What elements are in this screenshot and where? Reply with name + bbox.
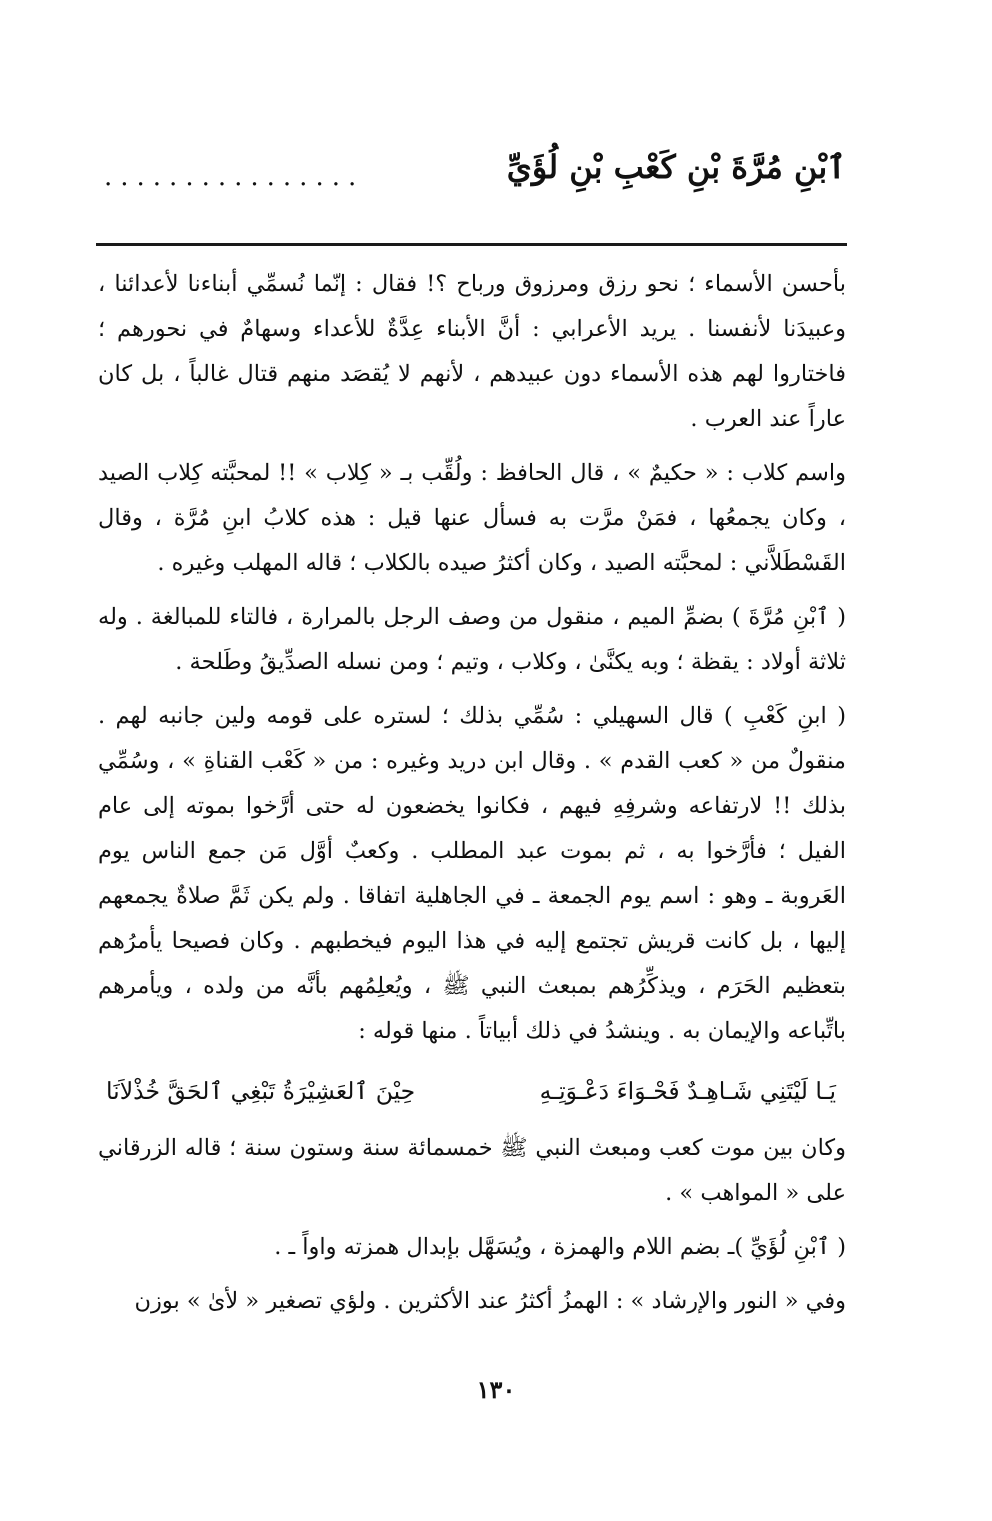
header-leader-dots: ................ [104, 162, 365, 192]
paragraph-ibn-kaab: ( ابنِ كَعْبِ ) قال السهيلي : سُمِّي بذلك ؛ لستره على قومه ولين جانبه لهم . منقولٌ من « كعب القدم » . وقال ابن دريد وغيره : من « كَعْب القناةِ » ، وسُمِّي بذلك !! لارتفاعه وشرفِهِ فيهم ، فكانوا يخضعون له حتى أرَّخوا بموته إلى عام الفيل ؛ فأرَّخوا به ، ثم بموت عبد المطلب . وكعبٌ أوَّل مَن جمع الناس يوم العَروبة ـ وهو : اسم يوم الجمعة ـ في الجاهلية اتفاقا . ولم يكن ثَمَّ صلاةٌ يجمعهم إليها ، بل كانت قريش تجتمع إليه في هذا اليوم فيخطبهم . وكان فصيحا يأمرُهم بتعظيم الحَرَم ، ويذكِّرُهم بمبعث النبي ﷺ ، ويُعلِمُهم بأنَّه من ولده ، ويأمرهم باتِّباعه والإيمان به . وينشدُ في ذلك أبياتاً . منها قوله : [98, 703, 846, 1044]
paragraph-nur-irshad: وفي « النور والإرشاد » : الهمزُ أكثرُ عند الأكثرين . ولؤي تصغير « لأىٰ » بوزن [134, 1288, 846, 1314]
running-header [96, 140, 846, 210]
paragraph-ibn-luayy: ( ٱبْنِ لُؤَيِّ )ـ بضم اللام والهمزة ، ويُسَهَّل بإبدال همزته واواً ـ . [274, 1234, 846, 1260]
page-body [98, 262, 846, 1324]
paragraph-names-meaning: بأحسن الأسماء ؛ نحو رزق ومرزوق ورباح ؟! فقال : إنّما نُسمِّي أبناءنا لأعدائنا ، وعبيدَنا لأنفسنا . يريد الأعرابي : أنَّ الأبناء عِدَّةٌ للأعداء وسهامٌ في نحورهم ؛ فاختاروا لهم هذه الأسماء دون عبيدهم ، لأنهم لا يُقصَد منهم قتال غالباً ، بل كان عاراً عند العرب . [98, 271, 846, 432]
header-rule [96, 243, 847, 246]
poem-verse [98, 1068, 846, 1114]
paragraph-kilab: واسم كلاب : « حكيمٌ » ، قال الحافظ : ولُقِّب بـ « كِلاب » !! لمحبَّته كِلاب الصيد ، وكان يجمعُها ، فمَنْ مرَّت به فسأل عنها قيل : هذه كلابُ ابنِ مُرَّة ، وقال القَسْطَلاَّني : لمحبَّته الصيد ، وكان أكثرُ صيده بالكلاب ؛ قاله المهلب وغيره . [98, 460, 846, 576]
paragraph-time-span: وكان بين موت كعب ومبعث النبي ﷺ خمسمائة سنة وستون سنة ؛ قاله الزرقاني على « المواهب » . [98, 1135, 846, 1206]
page-number: ١٣٠ [476, 1375, 516, 1404]
header-title: ٱبْنِ مُرَّةَ بْنِ كَعْبِ بْنِ لُؤَيِّ [506, 148, 846, 186]
paragraph-ibn-murrah: ( ٱبْنِ مُرَّةَ ) بضمِّ الميم ، منقول من وصف الرجل بالمرارة ، فالتاء للمبالغة . وله ثلاثة أولاد : يقظة ؛ وبه يكنَّىٰ ، وكلاب ، وتيم ؛ ومن نسله الصدِّيقُ وطَلحة . [98, 604, 846, 675]
verse-first-hemistich: يَـا لَيْتَنِي شَـاهِـدٌ فَحْـوَاءَ دَعْـوَتِـهِ [539, 1077, 836, 1105]
verse-second-hemistich: حِيْنَ ٱلعَشِيْرَةُ تَبْغِي ٱلحَقَّ خُذْلاَنَا [106, 1077, 416, 1105]
